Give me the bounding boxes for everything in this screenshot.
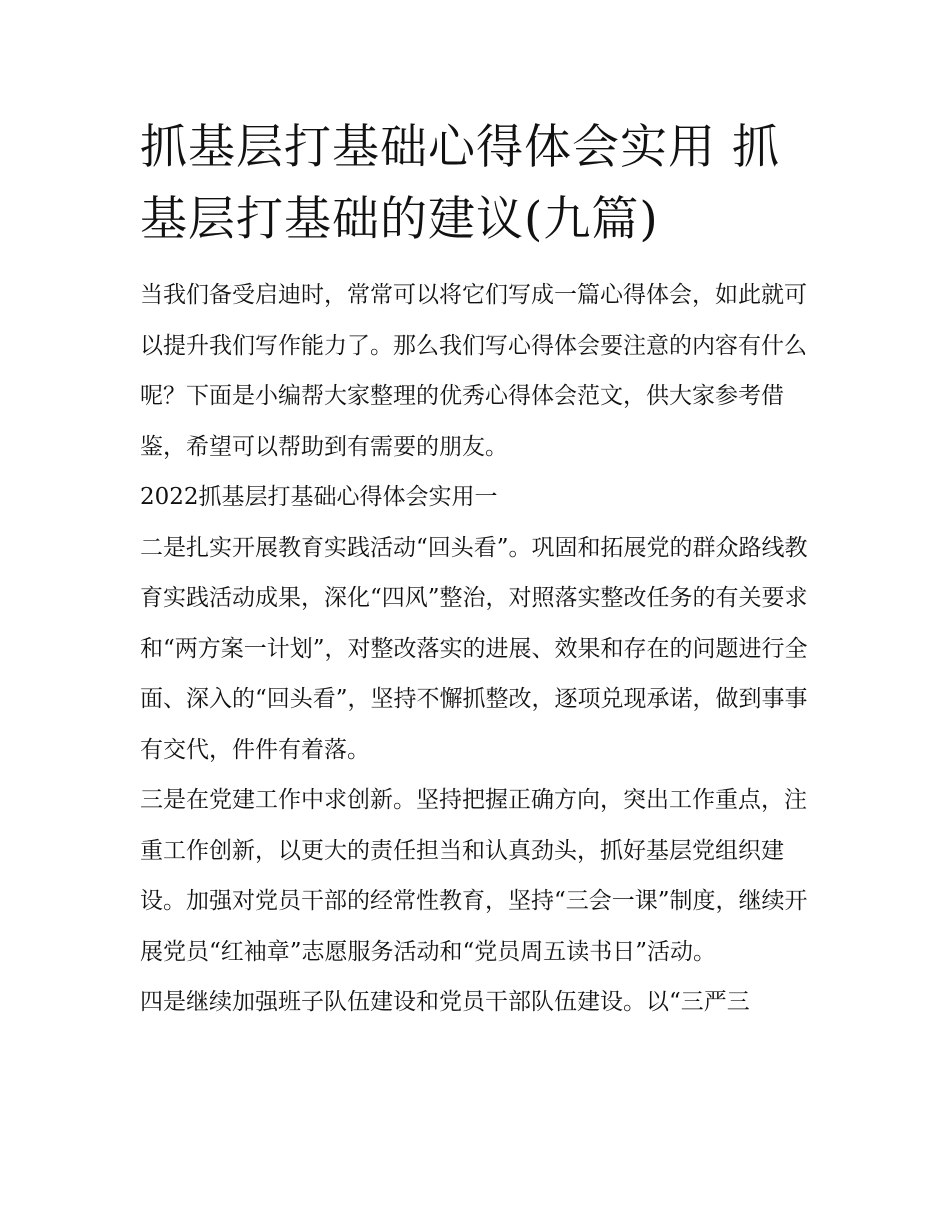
intro-paragraph: 当我们备受启迪时，常常可以将它们写成一篇心得体会，如此就可以提升我们写作能力了。那么我们写心得体会要注意的内容有什么呢？下面是小编帮大家整理的优秀心得体会范文，供大家参考借鉴，希望可以帮助到有需要的朋友。 bbox=[140, 282, 807, 460]
section-heading: 2022抓基层打基础心得体会实用一 bbox=[140, 484, 498, 510]
body-paragraph-3: 四是继续加强班子队伍建设和党员干部队伍建设。以“三严三 bbox=[140, 989, 750, 1015]
document-page bbox=[140, 112, 812, 1028]
document-title: 抓基层打基础心得体会实用 抓基层打基础的建议(九篇) bbox=[140, 120, 780, 247]
body-paragraph-2: 三是在党建工作中求创新。坚持把握正确方向，突出工作重点，注重工作创新，以更大的责任担当和认真劲头，抓好基层党组织建设。加强对党员干部的经常性教育，坚持“三会一课”制度，继续开展党员“红袖章”志愿服务活动和“党员周五读书日”活动。 bbox=[140, 787, 808, 965]
body-paragraph-1: 二是扎实开展教育实践活动“回头看”。巩固和拓展党的群众路线教育实践活动成果，深化“四风”整治，对照落实整改任务的有关要求和“两方案一计划”，对整改落实的进展、效果和存在的问题进行全面、深入的“回头看”，坚持不懈抓整改，逐项兑现承诺，做到事事有交代，件件有着落。 bbox=[140, 534, 808, 763]
